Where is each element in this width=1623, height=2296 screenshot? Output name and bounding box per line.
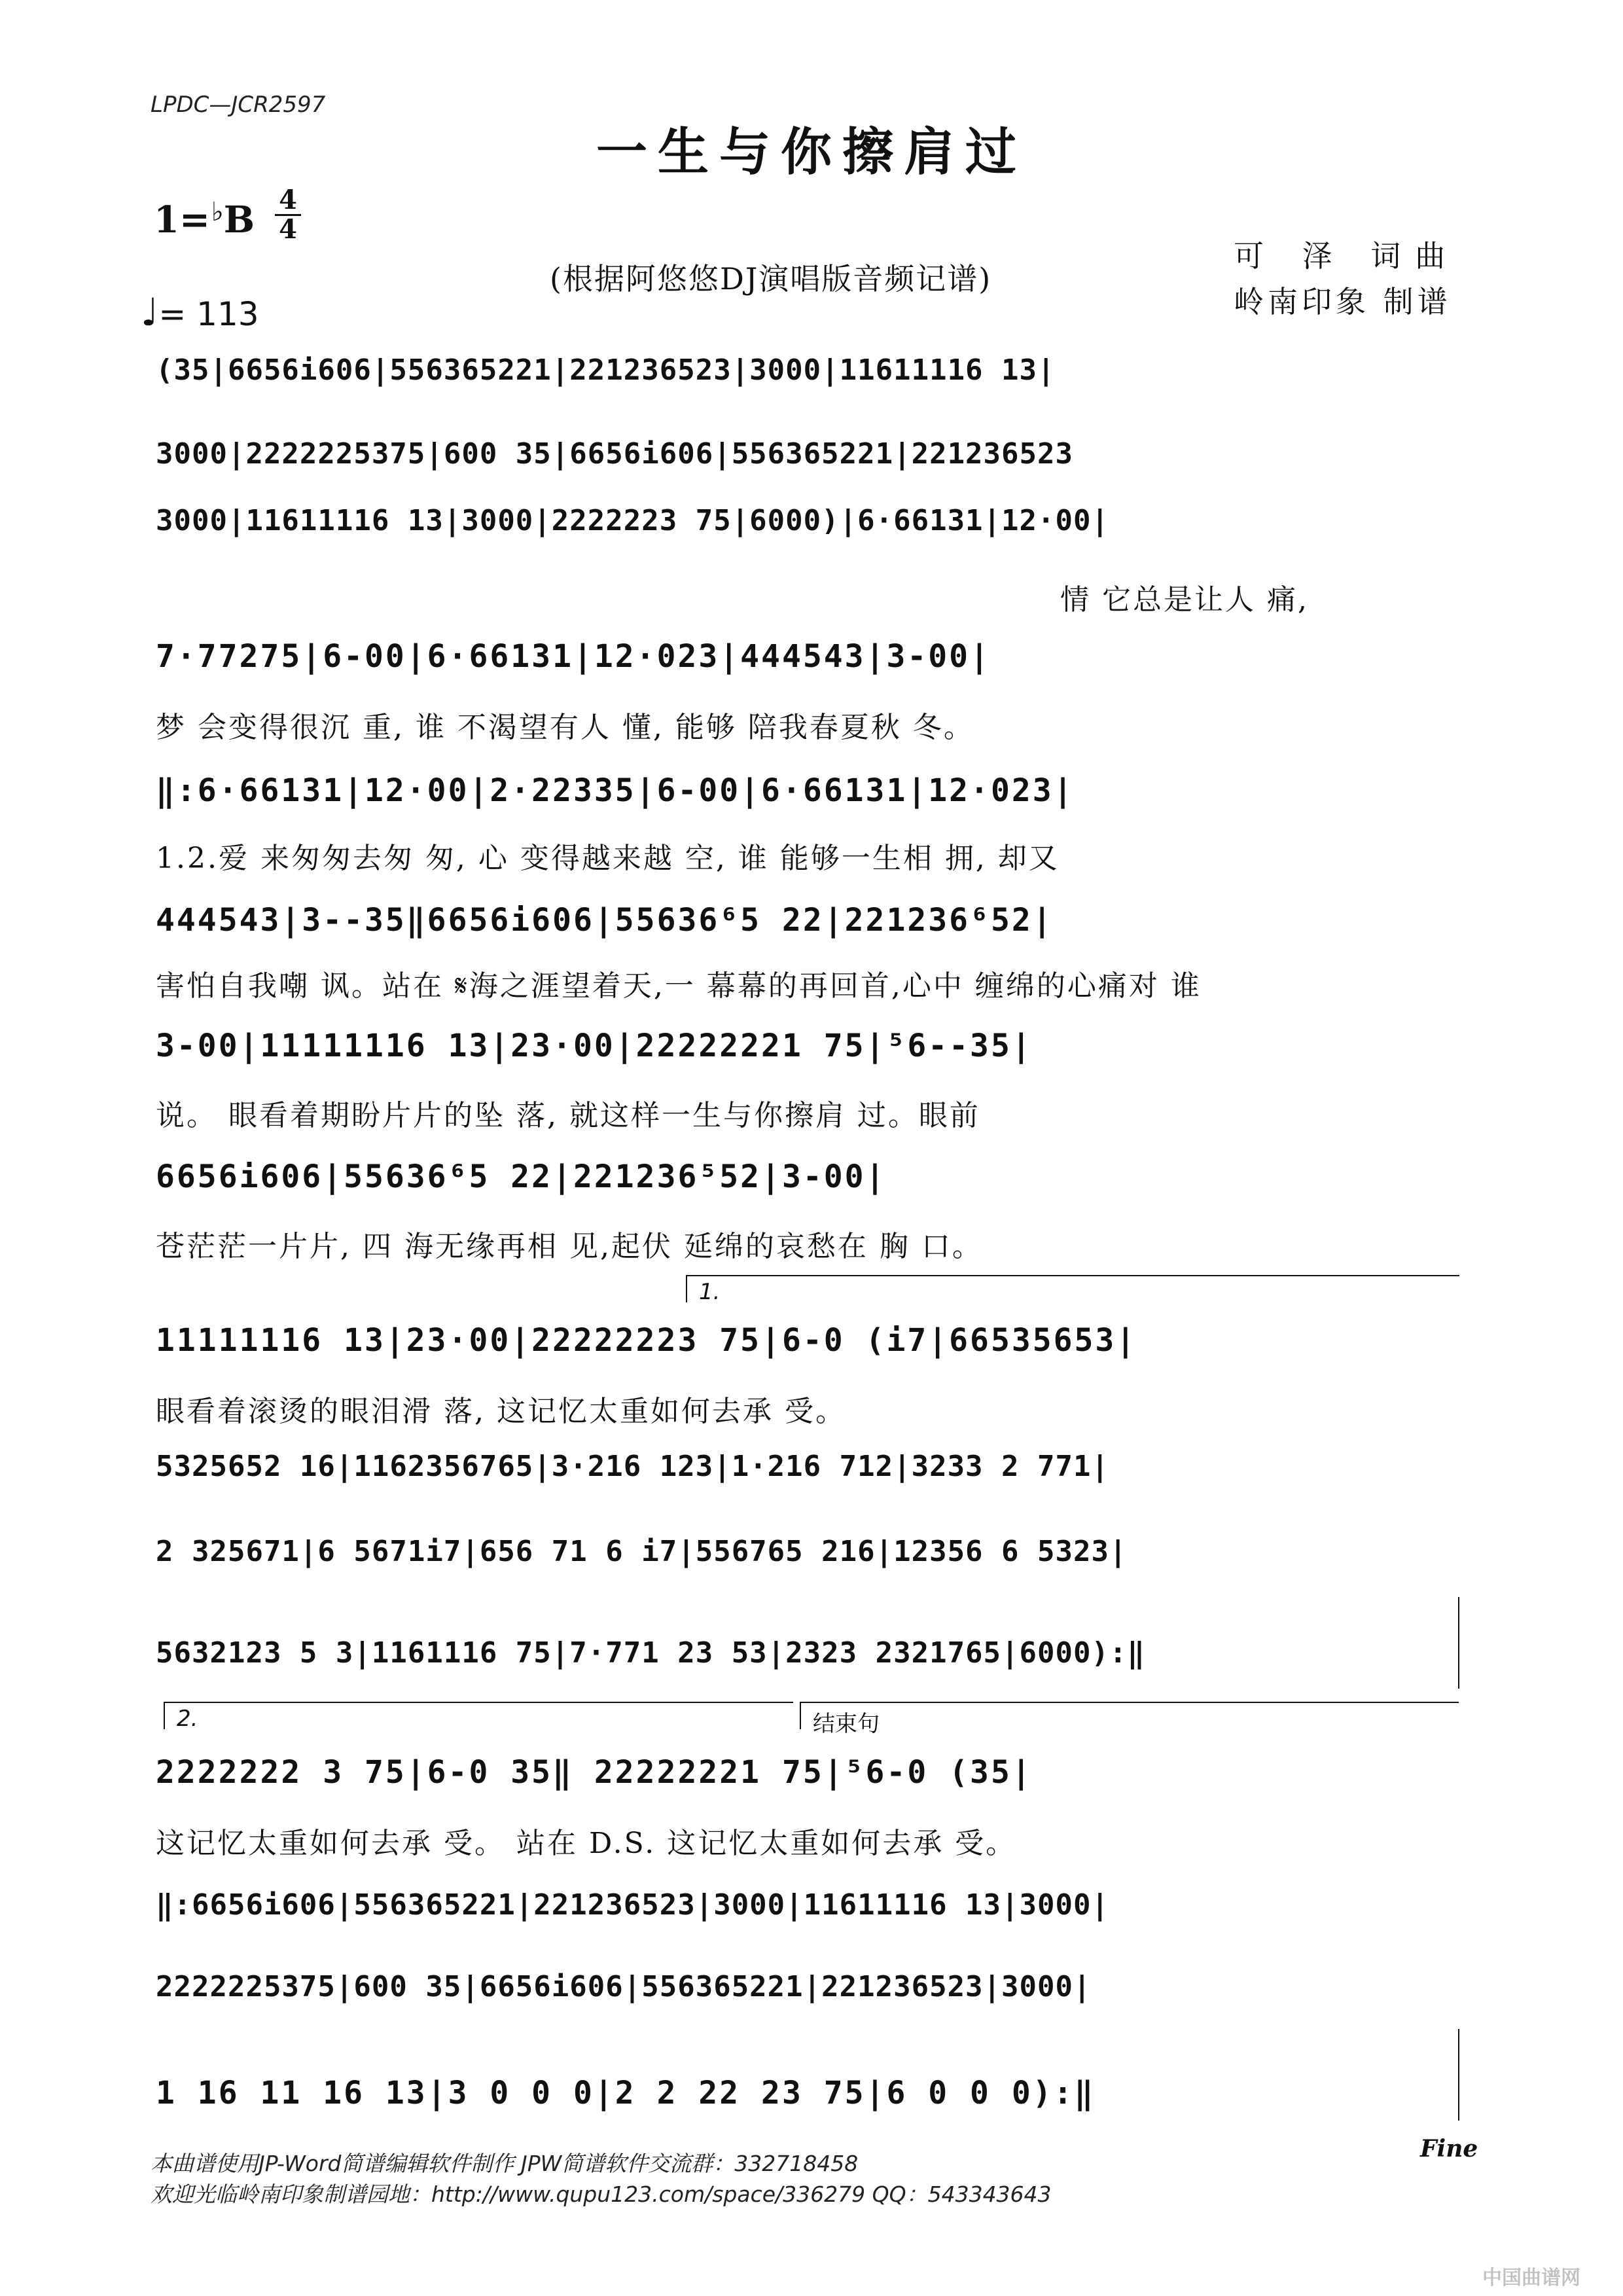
system-10-notes: 5325652 16|1162356765|3·216 123|1·216 712|3233 2 771| [156,1450,1109,1483]
song-title: 一生与你擦肩过 [596,122,1027,182]
quarter-note-icon: ♩ [141,290,159,334]
system-13-notes: 2222222 3 75|6-0 35‖ 22222221 75|⁵6-0 (35| [156,1754,1033,1791]
footer-line-1: 本曲谱使用JP-Word简谱编辑软件制作 JPW简谱软件交流群：332718458 [151,2151,859,2176]
key-letter: B [223,198,255,242]
key-signature [154,196,255,242]
fine-marking: Fine [1420,2135,1478,2162]
composer-credit: 可 泽 词曲 [1234,238,1460,274]
system-6-lyrics: 害怕自我嘲 讽。站在 𝄋海之涯望着天,一 幕幕的再回首,心中 缠绵的心痛对 谁 [156,969,1202,1003]
system-3-lyrics: 情 它总是让人 痛, [1060,583,1309,617]
footer-line-2: 欢迎光临岭南印象制谱园地：http://www.qupu123.com/space/336279 QQ：543343643 [151,2181,1052,2207]
system-2-notes: 3000|2222225375|600 35|6656i606|556365221|221236523 [156,437,1074,471]
system-7-notes: 3-00|11111116 13|23·00|22222221 75|⁵6--35| [156,1028,1033,1064]
time-signature-bottom: 4 [279,214,297,245]
system-6-notes: 444543|3--35‖6656i606|55636⁶5 22|221236⁶52| [156,902,1054,939]
time-signature-top: 4 [279,185,297,215]
system-11-notes: 2 325671|6 5671i7|656 71 6 i7|556765 216|12356 6 5323| [156,1535,1128,1568]
system-4-lyrics: 梦 会变得很沉 重, 谁 不渴望有人 懂, 能够 陪我春夏秋 冬。 [156,711,974,744]
watermark-logo: 中国曲谱网 [1482,2267,1580,2289]
final-repeat-bar-line [1458,2029,1459,2121]
system-16-notes: 1 16 11 16 13|3 0 0 0|2 2 22 23 75|6 0 0 0):‖ [156,2075,1096,2111]
time-signature [275,187,301,243]
key-prefix: 1= [154,198,210,242]
system-9-notes: 11111116 13|23·00|22222223 75|6-0 (i7|66535653| [156,1322,1137,1359]
system-9-lyrics: 眼看着滚烫的眼泪滑 落, 这记忆太重如何去承 受。 [156,1395,846,1428]
tempo-value: = 113 [158,295,259,333]
repeat-bar-line [1458,1597,1459,1689]
tempo-marking [141,290,259,334]
ending-section-label: 结束句 [813,1711,880,1737]
source-note: (根据阿悠悠DJ演唱版音频记谱) [550,261,992,296]
volta-second-ending [164,1702,793,1732]
score-code: LPDC—JCR2597 [151,92,326,118]
volta-first-ending [686,1275,1459,1305]
system-8-lyrics: 苍茫茫一片片, 四 海无缘再相 见,起伏 延绵的哀愁在 胸 口。 [156,1230,983,1263]
volta-ending-section [800,1702,1459,1737]
volta-second-label: 2. [177,1706,198,1732]
system-1-notes: (35|6656i606|556365221|221236523|3000|11611116 13| [156,353,1056,387]
system-5-lyrics: 1.2.爱 来匆匆去匆 匆, 心 变得越来越 空, 谁 能够一生相 拥, 却又 [156,842,1060,875]
system-5-notes: ‖:6·66131|12·00|2·22335|6-00|6·66131|12·023| [156,772,1075,809]
transcriber-credit: 岭南印象 制谱 [1234,284,1452,319]
system-12-notes: 5632123 5 3|1161116 75|7·771 23 53|2323 2321765|6000):‖ [156,1636,1145,1670]
system-13-lyrics: 这记忆太重如何去承 受。 站在 D.S. 这记忆太重如何去承 受。 [156,1827,1017,1860]
system-15-notes: 2222225375|600 35|6656i606|556365221|221236523|3000| [156,1970,1092,2003]
system-8-notes: 6656i606|55636⁶5 22|221236⁵52|3-00| [156,1158,887,1195]
system-7-lyrics: 说。 眼看着期盼片片的坠 落, 就这样一生与你擦肩 过。眼前 [156,1099,980,1132]
flat-icon: ♭ [211,196,224,227]
system-3-notes: 3000|11611116 13|3000|2222223 75|6000)|6·66131|12·00| [156,504,1109,537]
system-14-notes: ‖:6656i606|556365221|221236523|3000|11611116 13|3000| [156,1888,1109,1922]
volta-first-label: 1. [699,1279,721,1305]
system-4-notes: 7·77275|6-00|6·66131|12·023|444543|3-00| [156,638,991,675]
